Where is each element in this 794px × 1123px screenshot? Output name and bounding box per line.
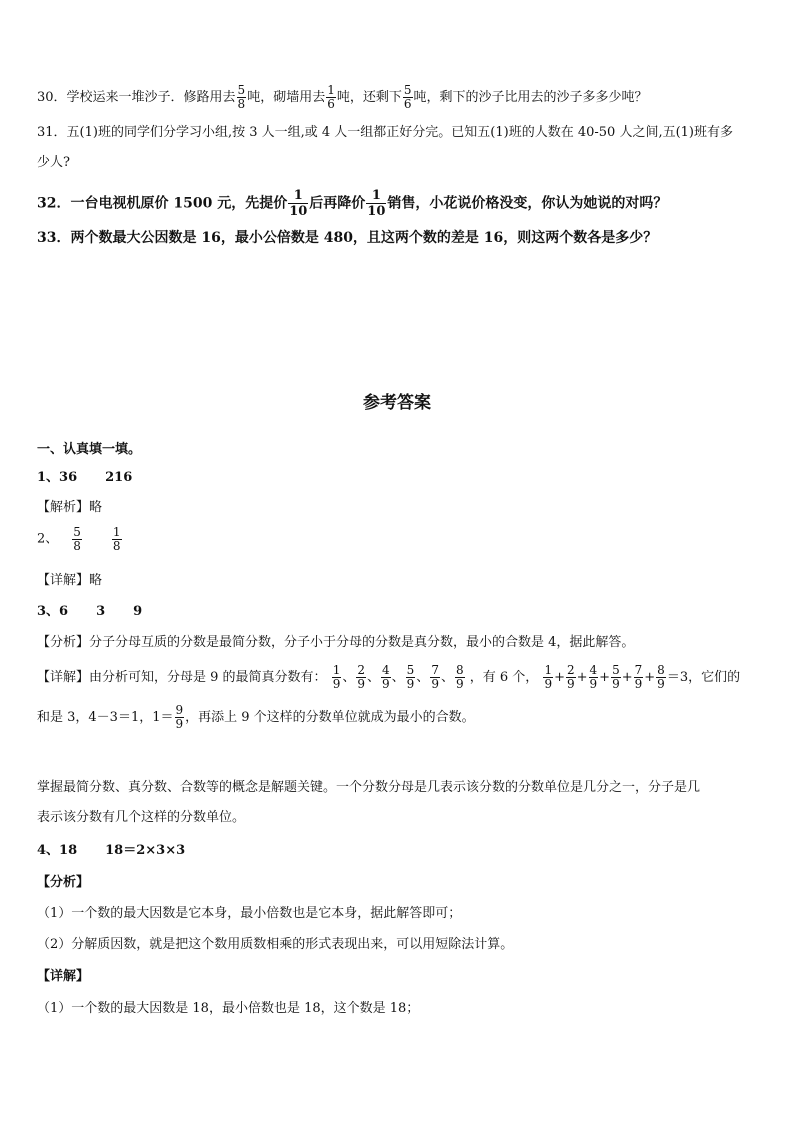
fraction: $\frac{4}{9}$	[589, 663, 598, 691]
section-heading: 一、认真填一填。	[37, 442, 142, 457]
separator: 、	[440, 670, 454, 685]
separator: +	[621, 670, 633, 685]
fraction: $\frac{5}{9}$	[612, 663, 620, 691]
fraction-sum	[542, 663, 666, 691]
answer-4-analysis: 【分析】	[37, 875, 90, 890]
fraction: $\frac{1}{10}$	[289, 188, 308, 219]
fraction: $\frac{2}{9}$	[566, 663, 575, 691]
question-31-cont: 少人?	[37, 155, 70, 170]
fraction-list	[331, 663, 466, 691]
answer-3-detail: 【详解】由分析可知，分母是 9 的最简真分数有： $\frac{1}{9}$ 、 $\frac{2}{9}$ 、 $\frac{4}{9}$ 、 $\frac{5}{9}$ 、 $\frac{7}{9}$ 、 $\frac{8}{9}$ ，有 6 个， $\frac{1}{9}$ + $\frac{2}{9}$ + $\frac{4}{9}$ + $\frac{5}{9}$ + $\frac{7}{9}$ + $\frac{8}{9}$ ＝3，它们的	[37, 663, 741, 691]
question-32: 32．一台电视机原价 1500 元，先提价 $\frac{1}{10}$ 后再降价 $\frac{1}{10}$ 销售，小花说价格没变，你认为她说的对吗？	[37, 188, 668, 219]
fraction: $\frac{7}{9}$	[634, 663, 643, 691]
fraction: $\frac{5}{8}$	[73, 525, 81, 553]
fraction: $\frac{9}{9}$	[175, 703, 184, 731]
answer-4-detail-1: （1）一个数的最大因数是 18，最小倍数也是 18，这个数是 18；	[37, 1001, 420, 1016]
fraction: $\frac{1}{6}$	[327, 83, 335, 111]
fraction: $\frac{5}{6}$	[403, 83, 412, 111]
answer-4-point-1: （1）一个数的最大因数是它本身，最小倍数也是它本身，据此解答即可；	[37, 906, 462, 921]
fraction: $\frac{5}{8}$	[237, 83, 246, 111]
separator: 、	[416, 670, 430, 685]
fraction: $\frac{2}{9}$	[357, 663, 365, 691]
separator: +	[576, 670, 588, 685]
question-31: 31．五(1)班的同学们分学习小组,按 3 人一组,或 4 人一组都正好分完。已知五(1)班的人数在 40-50 人之间,五(1)班有多	[37, 125, 733, 140]
answer-3-analysis: 【分析】分子分母互质的分数是最简分数，分子小于分母的分数是真分数，最小的合数是 4，据此解答。	[37, 635, 635, 650]
answer-1: 1、36 216	[37, 470, 133, 485]
answer-3-summary: 掌握最简分数、真分数、合数等的概念是解题关键。一个分数分母是几表示该分数的分数单位是几分之一，分子是几	[37, 780, 701, 795]
answer-4: 4、18 18＝2×3×3	[37, 843, 186, 858]
fraction: $\frac{7}{9}$	[431, 663, 439, 691]
fraction: $\frac{1}{9}$	[332, 663, 341, 691]
separator: 、	[366, 670, 380, 685]
separator: +	[644, 670, 656, 685]
answer-4-point-2: （2）分解质因数，就是把这个数用质数相乘的形式表现出来，可以用短除法计算。	[37, 937, 514, 952]
fraction: $\frac{4}{9}$	[382, 663, 390, 691]
fraction: $\frac{5}{9}$	[406, 663, 415, 691]
question-30: 30．学校运来一堆沙子．修路用去 $\frac{5}{8}$ 吨，砌墙用去 $\frac{1}{6}$ 吨，还剩下 $\frac{5}{6}$ 吨，剩下的沙子比用去的沙子多多少吨？	[37, 83, 648, 111]
fraction: $\frac{1}{10}$	[367, 188, 386, 219]
answer-4-detail: 【详解】	[37, 969, 90, 984]
answer-2: 2、 $\frac{5}{8}$ $\frac{1}{8}$	[37, 525, 121, 553]
separator: 、	[391, 670, 405, 685]
answer-1-note: 【解析】略	[37, 500, 103, 515]
separator: +	[599, 670, 611, 685]
fraction: $\frac{8}{9}$	[455, 663, 464, 691]
answer-title: 参考答案	[363, 393, 431, 413]
fraction: $\frac{1}{8}$	[112, 525, 121, 553]
answer-3-summary-cont: 表示该分数有几个这样的分数单位。	[37, 810, 246, 825]
answer-3: 3、6 3 9	[37, 604, 143, 619]
fraction: $\frac{1}{9}$	[544, 663, 553, 691]
answer-3-detail-cont: 和是 3，4－3＝1，1＝ $\frac{9}{9}$ ，再添上 9 个这样的分数单位就成为最小的合数。	[37, 703, 475, 731]
answer-2-note: 【详解】略	[37, 573, 103, 588]
separator: +	[554, 670, 565, 685]
question-33: 33．两个数最大公因数是 16，最小公倍数是 480，且这两个数的差是 16，则这两个数各是多少？	[37, 230, 658, 246]
fraction: $\frac{8}{9}$	[657, 663, 665, 691]
separator: 、	[342, 670, 356, 685]
